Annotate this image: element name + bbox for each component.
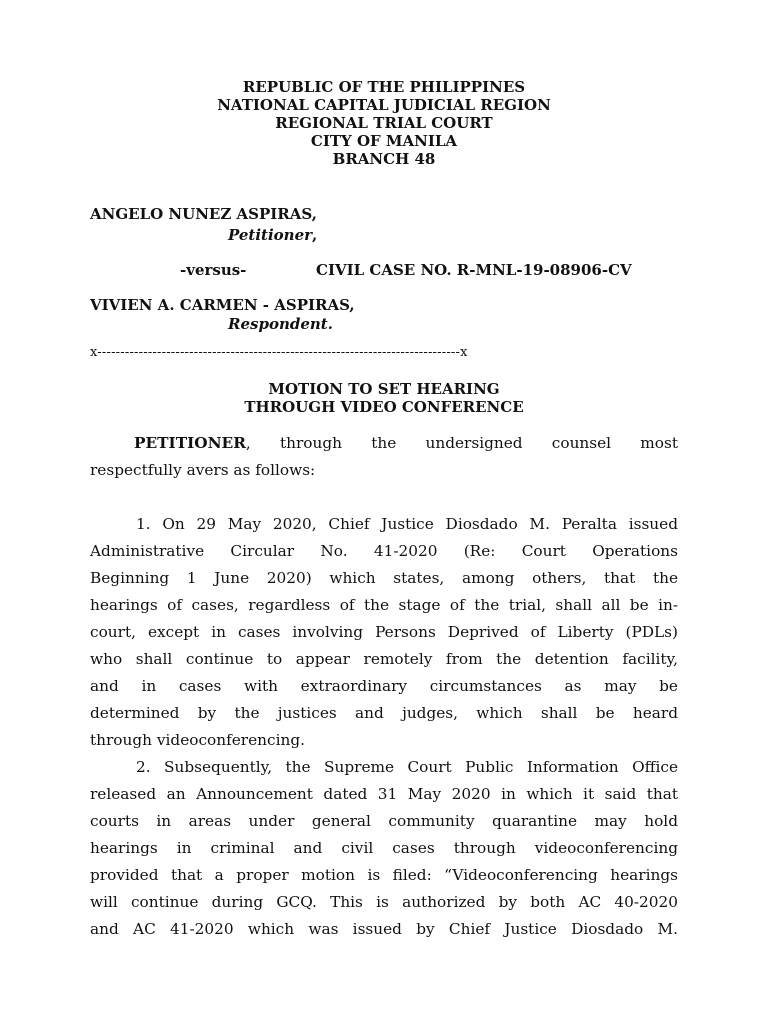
intro-line (90, 430, 678, 457)
respondent-name: VIVIEN A. CARMEN - ASPIRAS, (90, 296, 355, 314)
paragraph-line: and AC 41-2020 which was issued by Chief Justice Diosdado M. (90, 920, 678, 938)
paragraph-line: and in cases with extraordinary circumstances as may be (90, 677, 678, 695)
paragraph-line: released an Announcement dated 31 May 2020 in which it said that (90, 785, 678, 803)
paragraph-line: 1. On 29 May 2020, Chief Justice Diosdado M. Peralta issued (136, 515, 678, 533)
intro-paragraph (90, 430, 678, 484)
paragraph-line: determined by the justices and judges, which shall be heard (90, 704, 678, 722)
court-header-line: REGIONAL TRIAL COURT (275, 114, 493, 132)
court-header-line: REPUBLIC OF THE PHILIPPINES (242, 78, 526, 96)
court-header-line: BRANCH 48 (332, 150, 436, 168)
caption-divider: x-------------------------------------------------------------------------------x (90, 345, 468, 360)
petitioner-name: ANGELO NUNEZ ASPIRAS, (90, 205, 317, 223)
intro-line: respectfully avers as follows: (90, 461, 316, 479)
court-header-line: CITY OF MANILA (310, 132, 458, 150)
paragraph-line: hearings of cases, regardless of the stage of the trial, shall all be in- (90, 596, 678, 614)
paragraph-line: provided that a proper motion is filed: “Videoconferencing hearings (90, 866, 678, 884)
paragraph-line: 2. Subsequently, the Supreme Court Public Information Office (136, 758, 678, 776)
motion-title-line: THROUGH VIDEO CONFERENCE (244, 398, 524, 416)
paragraph-line: will continue during GCQ. This is authorized by both AC 40-2020 (90, 893, 678, 911)
petitioner-role-label: Petitioner (228, 226, 313, 244)
paragraph-line: courts in areas under general community quarantine may hold (90, 812, 678, 830)
paragraph-2 (90, 754, 678, 943)
petitioner-role (228, 225, 317, 244)
paragraph-line: through videoconferencing. (90, 731, 305, 749)
respondent-role: Respondent. (228, 315, 333, 333)
petitioner-role-suffix: , (312, 226, 318, 244)
case-number: CIVIL CASE NO. R-MNL-19-08906-CV (316, 261, 632, 279)
court-header-line: NATIONAL CAPITAL JUDICIAL REGION (217, 96, 551, 114)
paragraph-line: court, except in cases involving Persons Deprived of Liberty (PDLs) (90, 623, 678, 641)
paragraph-1 (90, 511, 678, 754)
intro-lead: PETITIONER (134, 434, 246, 452)
paragraph-line: Administrative Circular No. 41-2020 (Re: Court Operations (90, 542, 678, 560)
paragraph-line: who shall continue to appear remotely from the detention facility, (90, 650, 678, 668)
versus-label: -versus- (180, 261, 247, 279)
paragraph-line: Beginning 1 June 2020) which states, among others, that the (90, 569, 678, 587)
motion-title-line: MOTION TO SET HEARING (268, 380, 500, 398)
motion-title (0, 380, 768, 416)
paragraph-line: hearings in criminal and civil cases through videoconferencing (90, 839, 678, 857)
court-header (0, 78, 768, 168)
intro-line-rest: , through the undersigned counsel most (245, 434, 678, 452)
